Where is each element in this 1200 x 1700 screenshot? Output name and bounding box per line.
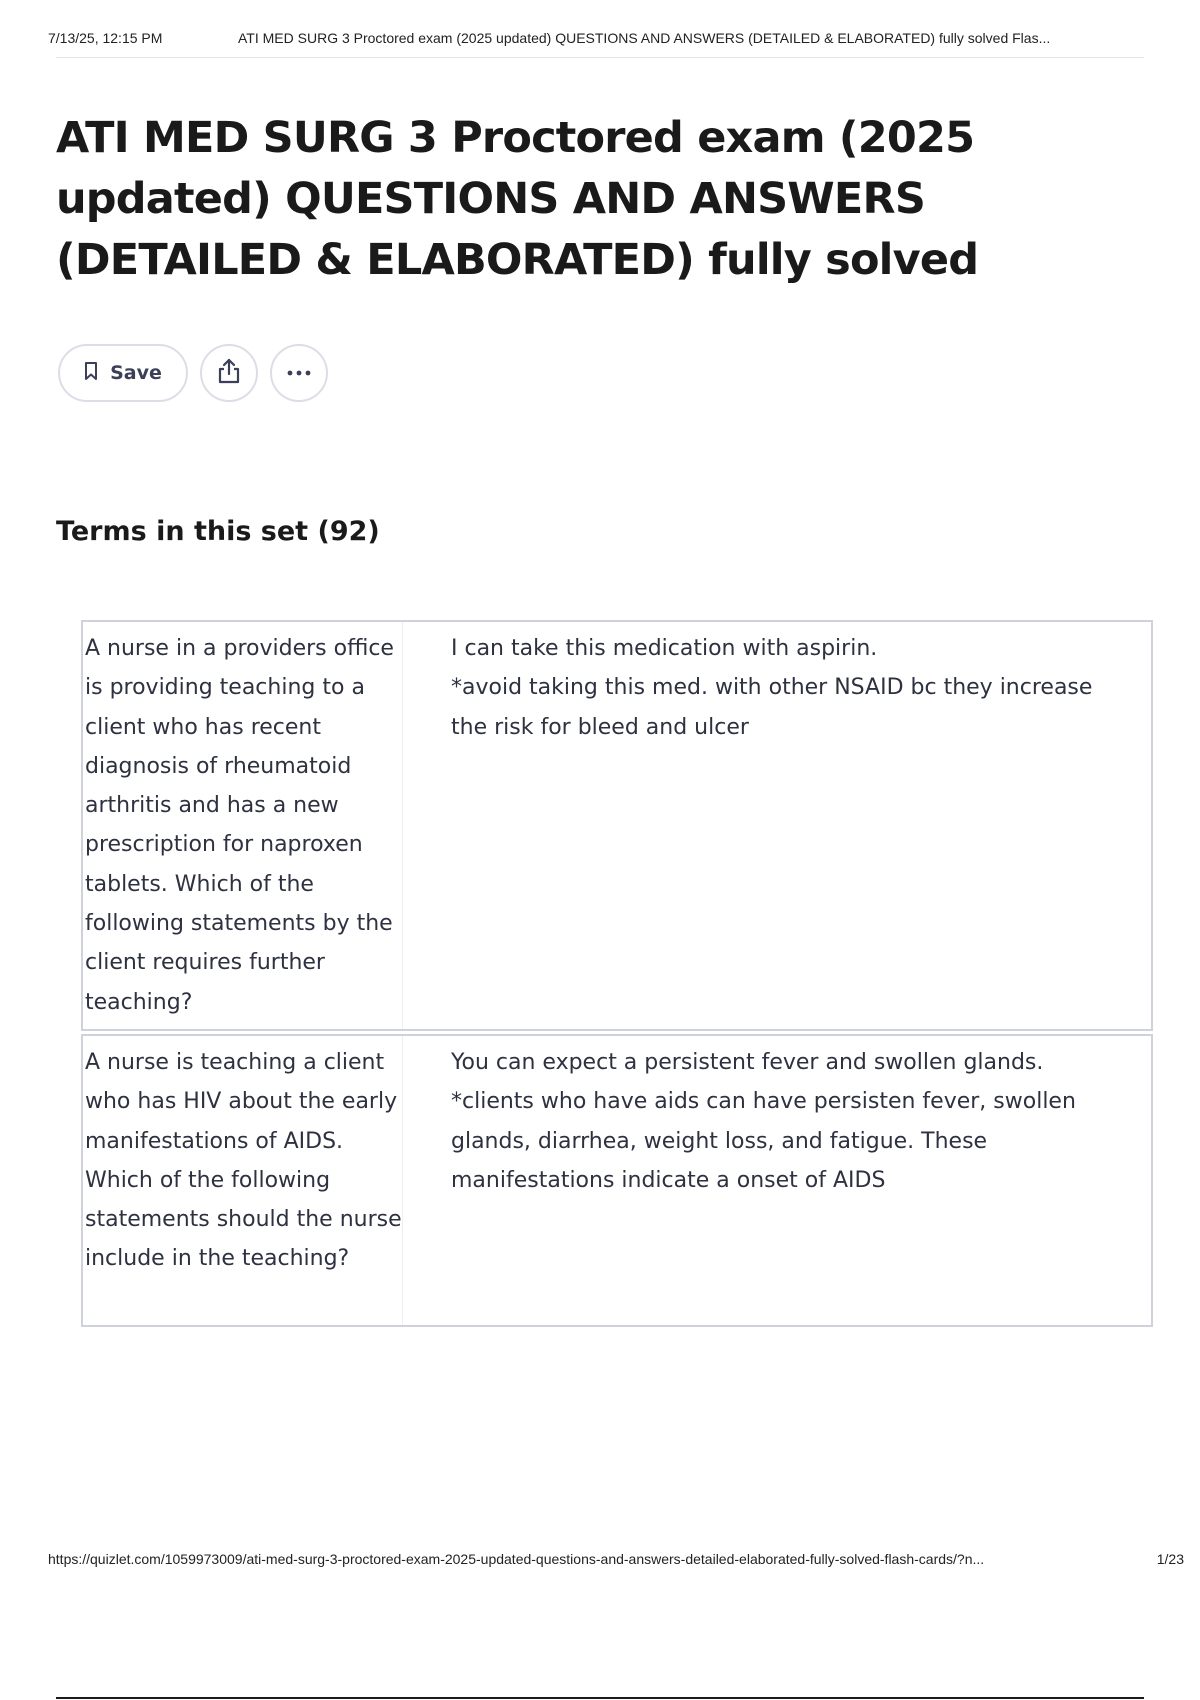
save-button[interactable] bbox=[58, 344, 188, 402]
share-button[interactable] bbox=[200, 344, 258, 402]
more-horizontal-icon bbox=[286, 364, 312, 382]
page-title: ATI MED SURG 3 Proctored exam (2025 updated) QUESTIONS AND ANSWERS (DETAILED & ELABORATED) fully solved bbox=[56, 113, 979, 285]
term-answer: You can expect a persistent fever and swollen glands. *clients who have aids can have persisten fever, swollen glands, diarrhea, weight loss, and fatigue. These manifestations indicate a onset of AIDS bbox=[451, 1050, 1076, 1193]
more-options-button[interactable] bbox=[270, 344, 328, 402]
term-question: A nurse is teaching a client who has HIV about the early manifestations of AIDS. Which of the following statements should the nurse include in the teaching? bbox=[83, 1036, 403, 1325]
action-bar bbox=[58, 344, 328, 402]
term-question: A nurse in a providers office is providing teaching to a client who has recent diagnosis of rheumatoid arthritis and has a new prescription for naproxen tablets. Which of the following statements by the client requires further teaching? bbox=[83, 622, 403, 1029]
page-number: 1/23 bbox=[1156, 1551, 1184, 1567]
terms-heading: Terms in this set (92) bbox=[56, 516, 380, 547]
save-label: Save bbox=[110, 362, 162, 384]
share-icon bbox=[216, 357, 242, 390]
term-answer: I can take this medication with aspirin. *avoid taking this med. with other NSAID bc they increase the risk for bleed and ulcer bbox=[451, 636, 1093, 740]
print-doc-title: ATI MED SURG 3 Proctored exam (2025 updated) QUESTIONS AND ANSWERS (DETAILED & ELABORATED) fully solved Flas... bbox=[238, 30, 1051, 46]
print-url: https://quizlet.com/1059973009/ati-med-surg-3-proctored-exam-2025-updated-questions-and-answers-detailed-elaborated-fully-solved-flash-cards/?n... bbox=[48, 1551, 985, 1567]
header-divider bbox=[56, 57, 1144, 58]
print-date: 7/13/25, 12:15 PM bbox=[48, 30, 163, 46]
term-row bbox=[81, 1034, 1153, 1327]
bookmark-icon bbox=[84, 361, 98, 386]
bottom-divider bbox=[56, 1697, 1144, 1699]
term-row bbox=[81, 620, 1153, 1031]
terms-list bbox=[81, 620, 1153, 1330]
